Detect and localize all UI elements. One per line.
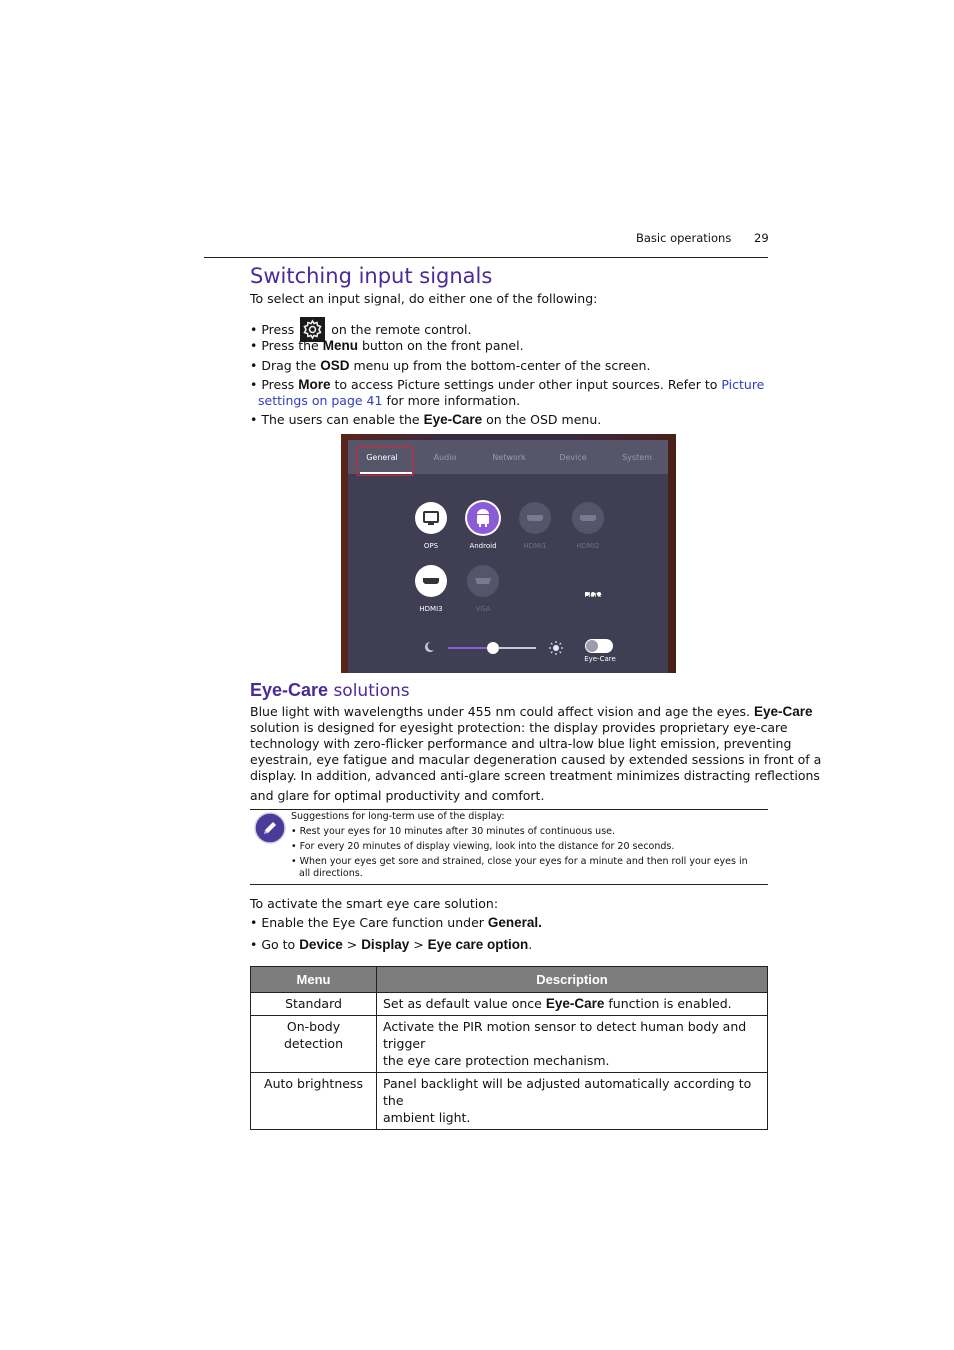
note-item-3: • When your eyes get sore and strained, close your eyes for a minute and then roll your eyes in (291, 856, 748, 867)
hdmi3-label: HDMI3 (419, 605, 443, 613)
hdmi2-label: HDMI2 (576, 542, 600, 550)
picture-settings-link[interactable]: Picture (721, 377, 765, 392)
note-item-2: • For every 20 minutes of display viewing, look into the distance for 20 seconds. (291, 841, 675, 852)
note-item-3-cont: all directions. (299, 868, 363, 879)
table-cell-menu: Standard (251, 993, 377, 1016)
activate-step-1: • Enable the Eye Care function under General. (250, 915, 542, 930)
eyecare-para-line6: and glare for optimal productivity and comfort. (250, 788, 545, 803)
eyecare-para-line2: solution is designed for eyesight protection: the display provides proprietary eye-care (250, 720, 788, 735)
bullet-press-settings: • Press on the remote control. (250, 317, 472, 342)
table-row (251, 1016, 768, 1073)
table-header-description: Description (377, 967, 768, 993)
brightness-slider-knob[interactable] (487, 642, 499, 654)
hdmi-icon (572, 502, 604, 534)
hdmi-icon (519, 502, 551, 534)
intro-text: To select an input signal, do either one of the following: (250, 291, 598, 306)
table-cell-description: Set as default value once Eye-Care function is enabled. (377, 993, 768, 1016)
osd-tab-device[interactable]: Device (559, 453, 587, 462)
moon-icon (423, 641, 435, 653)
hdmi2-source-button[interactable] (572, 502, 604, 534)
ops-source-button[interactable] (415, 502, 447, 534)
eyecare-para-line1: Blue light with wavelengths under 455 nm could affect vision and age the eyes. Eye-Care (250, 704, 813, 719)
brightness-slider-fill (448, 647, 492, 649)
eyecare-para-line5: display. In addition, advanced anti-glare screen treatment minimizes distracting reflections (250, 768, 820, 783)
osd-tab-general[interactable]: General (366, 453, 398, 462)
bullet-press-more: • Press More to access Picture settings under other input sources. Refer to Picture (250, 377, 765, 392)
bullet-press-more-cont: settings on page 41 for more information. (258, 393, 521, 408)
osd-tab-audio[interactable]: Audio (433, 453, 457, 462)
android-label: Android (469, 542, 497, 550)
running-header-section: Basic operations (636, 231, 732, 245)
eyecare-para-line3: technology with zero-flicker performance and ultra-low blue light emission, preventing (250, 736, 792, 751)
general-tab-highlight-box (357, 447, 413, 476)
android-icon (467, 502, 499, 534)
vga-source-button[interactable] (467, 565, 499, 597)
table-cell-menu: Auto brightness (251, 1073, 377, 1130)
pencil-note-icon (254, 812, 286, 844)
table-header-menu: Menu (251, 967, 377, 993)
bullet-eye-care: • The users can enable the Eye-Care on the OSD menu. (250, 412, 602, 427)
eye-care-options-table (250, 966, 768, 1130)
monitor-icon (415, 502, 447, 534)
vga-label: VGA (475, 605, 491, 613)
table-cell-description: Activate the PIR motion sensor to detect human body and trigger the eye care protection mechanism. (377, 1016, 768, 1073)
eye-care-toggle-label: Eye-Care (584, 655, 616, 663)
bullet-menu-button: • Press the Menu button on the front panel. (250, 338, 524, 353)
osd-tab-system[interactable]: System (622, 453, 652, 462)
header-rule (204, 257, 768, 258)
eyecare-para-line4: eyestrain, eye fatigue and macular degeneration caused by extended sessions in front of a (250, 752, 822, 767)
activate-step-2: • Go to Device > Display > Eye care option. (250, 937, 533, 952)
hdmi3-source-button[interactable] (415, 565, 447, 597)
table-cell-menu: On-body detection (251, 1016, 377, 1073)
section-heading: Switching input signals (250, 264, 493, 288)
hdmi1-source-button[interactable] (519, 502, 551, 534)
table-cell-description: Panel backlight will be adjusted automatically according to the ambient light. (377, 1073, 768, 1130)
android-source-button[interactable] (467, 502, 499, 534)
note-title: Suggestions for long-term use of the display: (291, 811, 505, 822)
eye-care-toggle-knob (586, 640, 598, 652)
eye-care-heading: Eye-Care solutions (250, 680, 410, 701)
note-item-1: • Rest your eyes for 10 minutes after 30 minutes of continuous use. (291, 826, 616, 837)
note-bottom-rule (250, 884, 768, 885)
sun-icon (549, 641, 563, 655)
hdmi1-label: HDMI1 (523, 542, 547, 550)
activate-intro: To activate the smart eye care solution: (250, 896, 499, 911)
more-label: More (584, 591, 602, 599)
vga-icon (467, 565, 499, 597)
osd-screenshot (341, 434, 676, 673)
osd-tab-network[interactable]: Network (492, 453, 526, 462)
eye-care-toggle[interactable] (585, 639, 613, 653)
table-header-row (251, 967, 768, 993)
ops-label: OPS (423, 542, 439, 550)
hdmi-icon (415, 565, 447, 597)
bullet-drag-osd: • Drag the OSD menu up from the bottom-center of the screen. (250, 358, 651, 373)
table-row (251, 993, 768, 1016)
picture-settings-link-cont[interactable]: settings on page 41 (258, 393, 383, 408)
page-number: 29 (754, 231, 769, 245)
table-row (251, 1073, 768, 1130)
